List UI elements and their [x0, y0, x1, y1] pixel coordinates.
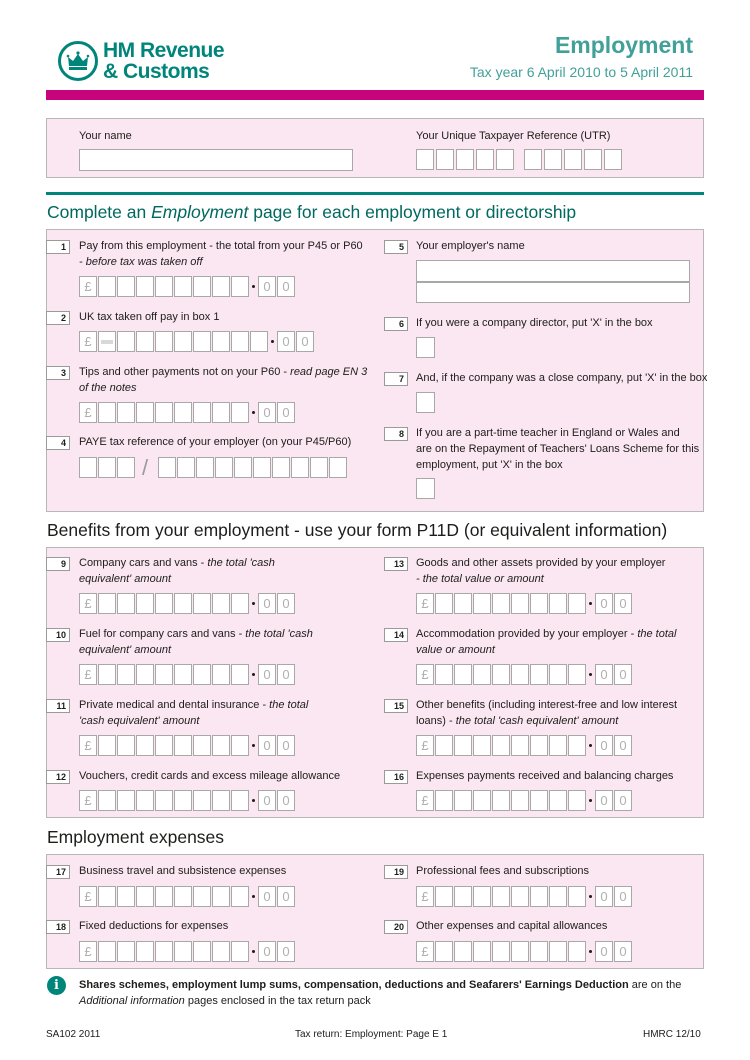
box-number: 2 — [46, 311, 70, 325]
pence-digit-cell[interactable]: 0 — [258, 593, 276, 614]
pound-digit-cell[interactable] — [473, 664, 491, 685]
box9-cars-vans-input[interactable] — [79, 593, 296, 615]
pound-digit-cell[interactable] — [492, 735, 510, 756]
pound-digit-cell[interactable] — [174, 402, 192, 423]
section-rule — [46, 192, 704, 195]
pence-digit-cell[interactable]: 0 — [614, 790, 632, 811]
pound-digit-cell[interactable] — [174, 941, 192, 962]
pound-digit-cell[interactable] — [568, 664, 586, 685]
pound-digit-cell[interactable] — [136, 941, 154, 962]
currency-cell[interactable]: £ — [416, 790, 434, 811]
pound-digit-cell[interactable] — [549, 941, 567, 962]
pound-digit-cell[interactable] — [117, 735, 135, 756]
pound-digit-cell[interactable] — [212, 593, 230, 614]
pence-digit-cell[interactable]: 0 — [277, 790, 295, 811]
company-director-checkbox[interactable] — [416, 337, 435, 358]
utr-digit-cell[interactable] — [544, 149, 562, 170]
pound-digit-cell[interactable] — [511, 790, 529, 811]
box12-vouchers-input[interactable] — [79, 790, 296, 812]
box19-professional-fees-input[interactable] — [416, 886, 633, 908]
currency-cell[interactable]: £ — [79, 276, 97, 297]
pence-digit-cell[interactable]: 0 — [595, 593, 613, 614]
pence-digit-cell[interactable]: 0 — [258, 402, 276, 423]
pound-digit-cell[interactable] — [155, 331, 173, 352]
box-number: 14 — [384, 628, 408, 642]
box15-other-benefits-input[interactable] — [416, 735, 633, 757]
section-heading-expenses: Employment expenses — [47, 827, 225, 847]
pound-digit-cell[interactable] — [212, 886, 230, 907]
pound-digit-cell[interactable] — [492, 664, 510, 685]
currency-cell[interactable]: £ — [79, 735, 97, 756]
utr-label: Your Unique Taxpayer Reference (UTR) — [416, 130, 611, 142]
box17-label: Business travel and subsistence expenses — [79, 865, 287, 877]
pence-digit-cell[interactable]: 0 — [277, 735, 295, 756]
pound-digit-cell[interactable] — [568, 593, 586, 614]
box-number: 4 — [46, 436, 70, 450]
employer-name-input-line1[interactable] — [416, 260, 690, 282]
pound-digit-cell[interactable] — [530, 735, 548, 756]
pound-digit-cell[interactable] — [136, 886, 154, 907]
pound-digit-cell[interactable] — [174, 886, 192, 907]
pound-digit-cell[interactable] — [98, 735, 116, 756]
decimal-point — [589, 744, 592, 747]
pound-digit-cell[interactable] — [193, 402, 211, 423]
currency-cell[interactable]: £ — [79, 790, 97, 811]
pound-digit-cell[interactable] — [212, 402, 230, 423]
close-company-checkbox[interactable] — [416, 392, 435, 413]
pound-digit-cell[interactable] — [155, 735, 173, 756]
pound-digit-cell[interactable] — [174, 664, 192, 685]
tax-year-subtitle: Tax year 6 April 2010 to 5 April 2011 — [469, 64, 693, 80]
utr-digit-cell[interactable] — [476, 149, 494, 170]
box5-label: Your employer's name — [416, 240, 525, 252]
box-number: 3 — [46, 366, 70, 380]
pound-digit-cell[interactable] — [117, 331, 135, 352]
utr-digit-cell[interactable] — [604, 149, 622, 170]
box-number: 20 — [384, 920, 408, 934]
pound-digit-cell[interactable] — [98, 664, 116, 685]
pound-digit-cell[interactable] — [435, 593, 453, 614]
pound-digit-cell[interactable] — [193, 735, 211, 756]
pound-digit-cell[interactable] — [454, 941, 472, 962]
pound-digit-cell[interactable] — [473, 790, 491, 811]
section-heading-employment: Complete an Employment page for each employment or directorship — [47, 202, 577, 222]
pound-digit-cell[interactable] — [212, 276, 230, 297]
pence-digit-cell[interactable]: 0 — [277, 331, 295, 352]
pound-digit-cell[interactable] — [549, 593, 567, 614]
box13-label: Goods and other assets provided by your employer - the total value or amount — [416, 557, 666, 585]
pound-digit-cell[interactable] — [155, 664, 173, 685]
box16-expenses-payments-input[interactable] — [416, 790, 633, 812]
pound-digit-cell[interactable] — [231, 593, 249, 614]
box-number: 16 — [384, 770, 408, 784]
decimal-point — [252, 744, 255, 747]
box2-tax-input[interactable] — [79, 331, 315, 353]
pound-digit-cell[interactable] — [193, 886, 211, 907]
utr-digit-cell[interactable] — [584, 149, 602, 170]
info-note: Shares schemes, employment lump sums, compensation, deductions and Seafarers' Earnings Deduction are on the Additional information pages enclosed in the tax return pack — [79, 979, 682, 1007]
pound-digit-cell[interactable] — [117, 790, 135, 811]
pound-digit-cell[interactable] — [511, 735, 529, 756]
pence-digit-cell[interactable]: 0 — [277, 276, 295, 297]
pound-digit-cell[interactable] — [231, 735, 249, 756]
page-reference: Tax return: Employment: Page E 1 — [295, 1029, 448, 1040]
decimal-point — [252, 411, 255, 414]
pound-digit-cell[interactable] — [530, 664, 548, 685]
pound-digit-cell[interactable] — [492, 886, 510, 907]
pound-digit-cell[interactable] — [454, 593, 472, 614]
pound-digit-cell[interactable] — [549, 735, 567, 756]
box-number: 10 — [46, 628, 70, 642]
box-number: 18 — [46, 920, 70, 934]
pound-digit-cell[interactable] — [511, 886, 529, 907]
box-number: 1 — [46, 240, 70, 254]
your-name-input[interactable] — [79, 149, 353, 171]
pence-digit-cell[interactable]: 0 — [277, 593, 295, 614]
box-number: 15 — [384, 699, 408, 713]
box-number: 5 — [384, 240, 408, 254]
box11-medical-input[interactable] — [79, 735, 296, 757]
pound-digit-cell[interactable] — [193, 331, 211, 352]
pound-digit-cell[interactable] — [117, 941, 135, 962]
pence-digit-cell[interactable]: 0 — [277, 664, 295, 685]
decimal-point — [589, 673, 592, 676]
pound-digit-cell[interactable] — [530, 790, 548, 811]
hmrc-version: HMRC 12/10 — [643, 1029, 701, 1040]
pound-digit-cell[interactable] — [136, 402, 154, 423]
pound-digit-cell[interactable] — [212, 735, 230, 756]
box20-other-expenses-input[interactable] — [416, 941, 633, 963]
pound-digit-cell[interactable] — [212, 664, 230, 685]
pound-digit-cell[interactable] — [155, 886, 173, 907]
pound-digit-cell[interactable] — [231, 886, 249, 907]
pound-digit-cell[interactable] — [530, 886, 548, 907]
page-title: Employment — [554, 32, 693, 58]
pound-digit-cell[interactable] — [193, 790, 211, 811]
pound-digit-cell[interactable] — [511, 664, 529, 685]
hmrc-logo-text: HM Revenue & Customs — [103, 39, 225, 83]
pound-digit-cell[interactable] — [174, 735, 192, 756]
pound-digit-cell[interactable] — [98, 790, 116, 811]
pence-digit-cell[interactable]: 0 — [614, 886, 632, 907]
decimal-point — [252, 673, 255, 676]
pound-digit-cell[interactable] — [117, 276, 135, 297]
box-number: 11 — [46, 699, 70, 713]
pound-digit-cell[interactable] — [231, 790, 249, 811]
decimal-point — [252, 602, 255, 605]
pound-digit-cell[interactable] — [136, 331, 154, 352]
pound-digit-cell[interactable] — [155, 276, 173, 297]
utr-digit-cell[interactable] — [524, 149, 542, 170]
pence-digit-cell[interactable]: 0 — [614, 664, 632, 685]
pound-digit-cell[interactable] — [454, 886, 472, 907]
decimal-point — [252, 895, 255, 898]
box13-goods-input[interactable] — [416, 593, 633, 615]
box8-label: If you are a part-time teacher in England or Wales and are on the Repayment of Teachers' Loans Scheme for this employment, put 'X' in the box — [416, 427, 700, 471]
pound-digit-cell[interactable] — [193, 941, 211, 962]
pence-digit-cell[interactable]: 0 — [258, 886, 276, 907]
pence-digit-cell[interactable]: 0 — [277, 402, 295, 423]
pound-digit-cell[interactable] — [492, 593, 510, 614]
box3-label: Tips and other payments not on your P60 - read page EN 3 of the notes — [79, 366, 368, 394]
box1-pay-input[interactable] — [79, 276, 296, 298]
box4-label: PAYE tax reference of your employer (on your P45/P60) — [79, 436, 352, 448]
currency-cell[interactable]: £ — [416, 735, 434, 756]
currency-cell[interactable]: £ — [79, 593, 97, 614]
pence-digit-cell[interactable]: 0 — [595, 886, 613, 907]
box14-accommodation-input[interactable] — [416, 664, 633, 686]
box6-label: If you were a company director, put 'X' in the box — [416, 317, 653, 329]
pound-digit-cell[interactable] — [231, 331, 249, 352]
pence-digit-cell[interactable]: 0 — [277, 886, 295, 907]
pound-digit-cell[interactable] — [174, 593, 192, 614]
pound-digit-cell[interactable] — [212, 941, 230, 962]
currency-cell[interactable]: £ — [79, 664, 97, 685]
employer-name-input-line2[interactable] — [416, 282, 690, 303]
pound-digit-cell[interactable] — [117, 664, 135, 685]
pence-digit-cell[interactable]: 0 — [595, 735, 613, 756]
pound-digit-cell[interactable] — [193, 593, 211, 614]
box15-label: Other benefits (including interest-free and low interest loans) - the total 'cash equivalent' amount — [416, 699, 678, 727]
box-number: 8 — [384, 427, 408, 441]
utr-digit-cell[interactable] — [456, 149, 474, 170]
pound-digit-cell[interactable] — [492, 941, 510, 962]
pound-digit-cell[interactable] — [435, 735, 453, 756]
box14-label: Accommodation provided by your employer - the total value or amount — [416, 628, 677, 656]
pound-digit-cell[interactable] — [98, 593, 116, 614]
box4-paye-ref-input[interactable]: / — [79, 457, 359, 479]
pound-digit-cell[interactable] — [530, 941, 548, 962]
decimal-point — [252, 950, 255, 953]
decimal-point — [271, 340, 274, 343]
pound-digit-cell[interactable] — [136, 276, 154, 297]
pence-digit-cell[interactable]: 0 — [258, 664, 276, 685]
decimal-point — [589, 602, 592, 605]
currency-cell[interactable]: £ — [79, 331, 97, 352]
pound-digit-cell[interactable] — [231, 941, 249, 962]
box19-label: Professional fees and subscriptions — [416, 865, 590, 877]
utr-input[interactable] — [416, 149, 626, 171]
pound-digit-cell[interactable] — [473, 886, 491, 907]
box-number: 9 — [46, 557, 70, 571]
box10-label: Fuel for company cars and vans - the total 'cash equivalent' amount — [79, 628, 313, 656]
pence-digit-cell[interactable]: 0 — [277, 941, 295, 962]
pound-digit-cell[interactable] — [435, 664, 453, 685]
pound-digit-cell[interactable] — [117, 593, 135, 614]
box-number: 13 — [384, 557, 408, 571]
pound-digit-cell[interactable] — [193, 664, 211, 685]
form-code: SA102 2011 — [46, 1029, 101, 1040]
box18-label: Fixed deductions for expenses — [79, 920, 229, 932]
box-number: 12 — [46, 770, 70, 784]
box-number: 6 — [384, 317, 408, 331]
section-heading-benefits: Benefits from your employment - use your form P11D (or equivalent information) — [47, 520, 668, 540]
pound-digit-cell[interactable] — [473, 735, 491, 756]
currency-cell[interactable]: £ — [79, 886, 97, 907]
pound-digit-cell[interactable] — [454, 735, 472, 756]
box3-tips-input[interactable] — [79, 402, 296, 424]
your-name-label: Your name — [79, 130, 132, 142]
pound-digit-cell[interactable] — [136, 664, 154, 685]
pound-digit-cell[interactable] — [98, 331, 116, 352]
pound-digit-cell[interactable] — [511, 593, 529, 614]
crown-icon — [65, 48, 91, 74]
pound-digit-cell[interactable] — [231, 402, 249, 423]
pound-digit-cell[interactable] — [117, 402, 135, 423]
pound-digit-cell[interactable] — [568, 790, 586, 811]
pound-digit-cell[interactable] — [174, 790, 192, 811]
pound-digit-cell[interactable] — [155, 941, 173, 962]
pence-digit-cell[interactable]: 0 — [296, 331, 314, 352]
box11-label: Private medical and dental insurance - the total 'cash equivalent' amount — [79, 699, 309, 727]
box12-label: Vouchers, credit cards and excess mileage allowance — [79, 770, 341, 782]
pound-digit-cell[interactable] — [98, 276, 116, 297]
box1-label: Pay from this employment - the total from your P45 or P60 - before tax was taken off — [79, 240, 363, 268]
pence-digit-cell[interactable]: 0 — [258, 790, 276, 811]
pound-digit-cell[interactable] — [193, 276, 211, 297]
pound-digit-cell[interactable] — [549, 790, 567, 811]
pound-digit-cell[interactable] — [98, 402, 116, 423]
pound-digit-cell[interactable] — [549, 886, 567, 907]
pound-digit-cell[interactable] — [250, 331, 268, 352]
pound-digit-cell[interactable] — [212, 790, 230, 811]
pound-digit-cell[interactable] — [549, 664, 567, 685]
box7-label: And, if the company was a close company, put 'X' in the box — [416, 372, 708, 384]
box-number: 17 — [46, 865, 70, 879]
decimal-point — [589, 799, 592, 802]
pence-digit-cell[interactable]: 0 — [258, 276, 276, 297]
box10-fuel-input[interactable] — [79, 664, 296, 686]
currency-cell[interactable]: £ — [416, 886, 434, 907]
currency-cell[interactable]: £ — [79, 941, 97, 962]
pound-digit-cell[interactable] — [174, 331, 192, 352]
utr-digit-cell[interactable] — [416, 149, 434, 170]
box-number: 7 — [384, 372, 408, 386]
decimal-point — [252, 285, 255, 288]
pound-digit-cell[interactable] — [511, 941, 529, 962]
pound-digit-cell[interactable] — [212, 331, 230, 352]
utr-digit-cell[interactable] — [564, 149, 582, 170]
utr-digit-cell[interactable] — [496, 149, 514, 170]
pence-digit-cell[interactable]: 0 — [614, 735, 632, 756]
decimal-point — [589, 950, 592, 953]
pound-digit-cell[interactable] — [155, 790, 173, 811]
pound-digit-cell[interactable] — [231, 276, 249, 297]
pound-digit-cell[interactable] — [454, 790, 472, 811]
box16-label: Expenses payments received and balancing charges — [416, 770, 674, 782]
pence-digit-cell[interactable]: 0 — [595, 664, 613, 685]
box17-travel-input[interactable] — [79, 886, 296, 908]
pound-digit-cell[interactable] — [98, 886, 116, 907]
info-icon: i — [47, 976, 66, 995]
pence-digit-cell[interactable]: 0 — [595, 790, 613, 811]
pound-digit-cell[interactable] — [473, 593, 491, 614]
pence-digit-cell[interactable]: 0 — [614, 593, 632, 614]
pound-digit-cell[interactable] — [568, 941, 586, 962]
decimal-point — [589, 895, 592, 898]
box20-label: Other expenses and capital allowances — [416, 920, 608, 932]
pound-digit-cell[interactable] — [435, 886, 453, 907]
header-bar — [46, 90, 704, 100]
pound-digit-cell[interactable] — [435, 941, 453, 962]
decimal-point — [252, 799, 255, 802]
pence-digit-cell[interactable]: 0 — [614, 941, 632, 962]
pound-digit-cell[interactable] — [568, 886, 586, 907]
pound-digit-cell[interactable] — [98, 941, 116, 962]
currency-cell[interactable]: £ — [416, 593, 434, 614]
pound-digit-cell[interactable] — [568, 735, 586, 756]
teacher-loans-checkbox[interactable] — [416, 478, 435, 499]
pence-digit-cell[interactable]: 0 — [258, 735, 276, 756]
box-number: 19 — [384, 865, 408, 879]
pound-digit-cell[interactable] — [136, 735, 154, 756]
pound-digit-cell[interactable] — [454, 664, 472, 685]
pound-digit-cell[interactable] — [174, 276, 192, 297]
utr-digit-cell[interactable] — [436, 149, 454, 170]
pound-digit-cell[interactable] — [473, 941, 491, 962]
pound-digit-cell[interactable] — [136, 790, 154, 811]
pound-digit-cell[interactable] — [155, 593, 173, 614]
box9-label: Company cars and vans - the total 'cash equivalent' amount — [79, 557, 275, 585]
currency-cell[interactable]: £ — [79, 402, 97, 423]
box2-label: UK tax taken off pay in box 1 — [79, 311, 220, 323]
pound-digit-cell[interactable] — [492, 790, 510, 811]
box18-fixed-deductions-input[interactable] — [79, 941, 296, 963]
pence-digit-cell[interactable]: 0 — [258, 941, 276, 962]
pound-digit-cell[interactable] — [231, 664, 249, 685]
pound-digit-cell[interactable] — [530, 593, 548, 614]
pence-digit-cell[interactable]: 0 — [595, 941, 613, 962]
pound-digit-cell[interactable] — [136, 593, 154, 614]
pound-digit-cell[interactable] — [155, 402, 173, 423]
currency-cell[interactable]: £ — [416, 664, 434, 685]
pound-digit-cell[interactable] — [435, 790, 453, 811]
currency-cell[interactable]: £ — [416, 941, 434, 962]
pound-digit-cell[interactable] — [117, 886, 135, 907]
